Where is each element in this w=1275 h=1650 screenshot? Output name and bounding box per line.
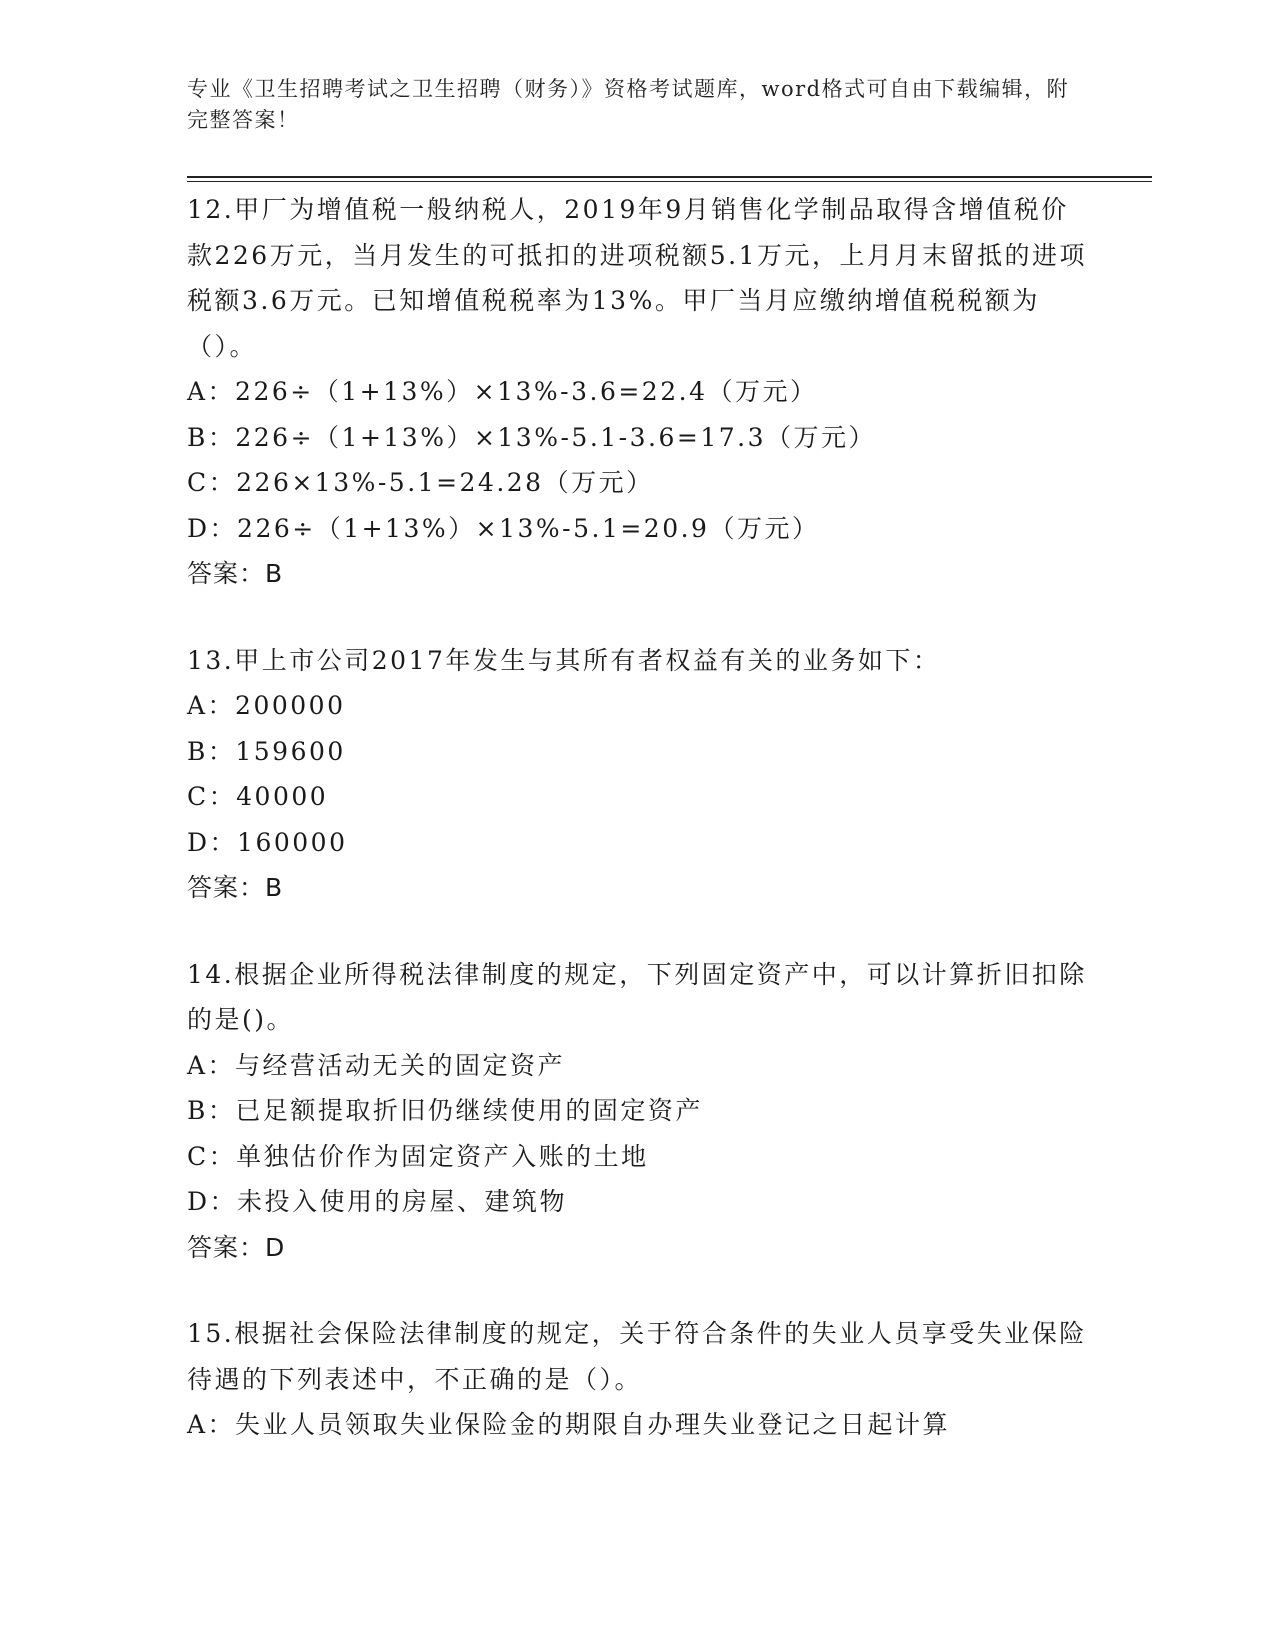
option-c: C：单独估价作为固定资产入账的土地 [187, 1141, 649, 1171]
answer-line: 答案：B [187, 873, 284, 902]
header-rule-thick [187, 176, 1152, 178]
option-b: B：159600 [187, 736, 346, 766]
question-list [187, 187, 1087, 1448]
option-d: D：160000 [187, 827, 348, 857]
question-13 [187, 638, 1087, 911]
question-stem: 15.根据社会保险法律制度的规定，关于符合条件的失业人员享受失业保险待遇的下列表述中，不正确的是（）。 [187, 1319, 1087, 1394]
option-a: A：失业人员领取失业保险金的期限自办理失业登记之日起计算 [187, 1410, 951, 1439]
option-c: C：226×13%-5.1=24.28（万元） [187, 468, 654, 497]
option-b: B：226÷（1+13%）×13%-5.1-3.6=17.3（万元） [187, 422, 876, 452]
question-stem: 13.甲上市公司2017年发生与其所有者权益有关的业务如下： [187, 645, 941, 675]
question-14 [187, 952, 1087, 1271]
answer-line: 答案：D [187, 1232, 286, 1262]
option-d: D：未投入使用的房屋、建筑物 [187, 1187, 568, 1216]
question-15 [187, 1311, 1087, 1448]
option-a: A：与经营活动无关的固定资产 [187, 1050, 566, 1080]
option-a: A：200000 [187, 691, 346, 720]
question-12 [187, 187, 1087, 597]
question-stem: 14.根据企业所得税法律制度的规定，下列固定资产中，可以计算折旧扣除的是()。 [187, 959, 1087, 1034]
question-stem: 12.甲厂为增值税一般纳税人，2019年9月销售化学制品取得含增值税价款226万元，当月发生的可抵扣的进项税额5.1万元，上月月末留抵的进项税额3.6万元。已知增值税税率为13%。甲厂当月应缴纳增值税税额为（）。 [187, 195, 1087, 361]
answer-line: 答案：B [187, 559, 284, 588]
option-a: A：226÷（1+13%）×13%-3.6=22.4（万元） [187, 377, 818, 406]
header-rule-thin [187, 181, 1152, 182]
option-c: C：40000 [187, 782, 329, 811]
document-header: 专业《卫生招聘考试之卫生招聘（财务）》资格考试题库，word格式可自由下载编辑，附完整答案！ [187, 77, 1070, 132]
option-d: D：226÷（1+13%）×13%-5.1=20.9（万元） [187, 513, 820, 543]
option-b: B：已足额提取折旧仍继续使用的固定资产 [187, 1096, 703, 1125]
